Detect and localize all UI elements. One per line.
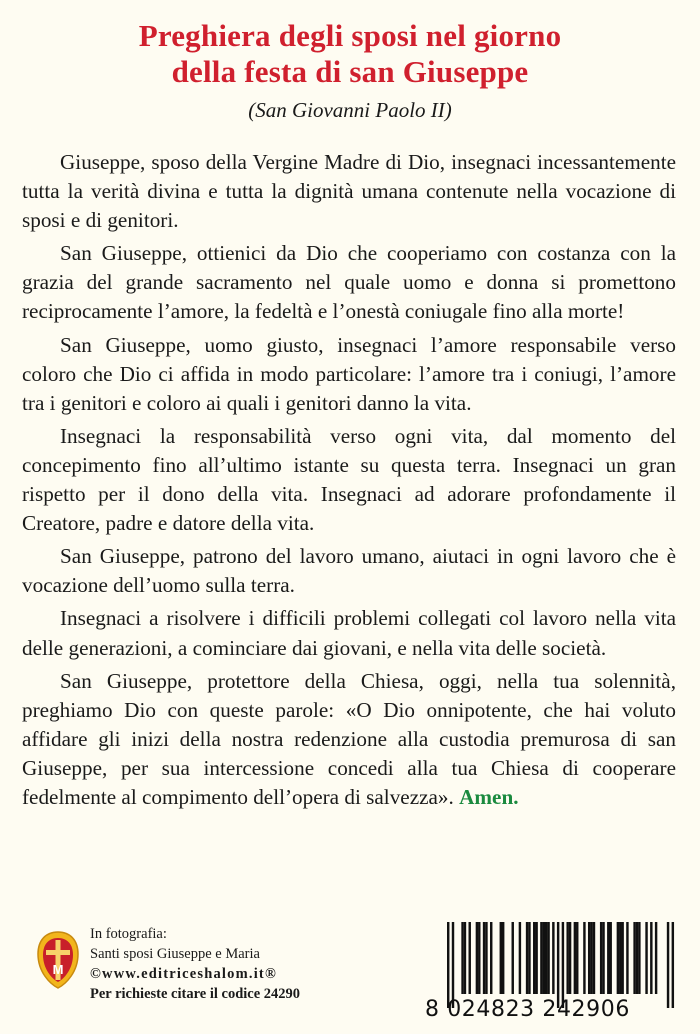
prayer-paragraph: Insegnaci a risolvere i difficili problemi collegati col lavoro nella vita delle generazioni, a cominciare dai giovani, e nella vita delle società. [22,606,676,660]
barcode-bar [478,922,480,994]
barcode-bar [576,922,578,994]
prayer-paragraph: San Giuseppe, patrono del lavoro umano, aiutaci in ogni lavoro che è vocazione dell’uomo sulla terra. [22,544,676,598]
barcode-bar [645,922,647,994]
barcode-bar [502,922,504,994]
barcode-bar [557,922,559,1008]
amen-text: Amen. [459,784,519,809]
barcode-bar [512,922,514,994]
barcode-bar [490,922,492,994]
barcode-bar [667,922,669,1008]
barcode-bar [461,922,463,994]
photo-label: In fotografia: [90,926,167,942]
barcode-bar [626,922,628,994]
barcode-bar [609,922,611,994]
barcode-bar [500,922,502,994]
barcode-bar [566,922,568,994]
barcode-bar [633,922,635,994]
code-note: Per richieste citare il codice 24290 [90,986,301,1002]
barcode-bar [552,922,554,994]
barcode-bar [569,922,571,994]
barcode-bar [540,922,542,994]
barcode-bar [476,922,478,994]
barcode-bar [588,922,590,994]
barcode-bar [545,922,547,994]
barcode-bar [469,922,471,994]
barcode-bar [650,922,652,994]
barcode-bar [593,922,595,994]
shalom-logo-icon [36,930,80,990]
barcode-bar [574,922,576,994]
credits-text [90,924,300,1004]
barcode-number: 8 024823 242906 [425,997,630,1022]
prayer-paragraph: San Giuseppe, uomo giusto, insegnaci l’amore responsabile verso coloro che Dio ci affida in modo particolare: l’amore tra i coniugi, l’amore tra i genitori e coloro ai quali i genitori danno la vita. [22,332,676,415]
prayer-title-line1: Preghiera degli sposi nel giorno [138,18,562,53]
barcode-bar [464,922,466,994]
barcode-bar [526,922,528,994]
website-link[interactable]: ©www.editriceshalom.it® [90,966,277,982]
barcode-bar [547,922,549,994]
barcode-bar [485,922,487,994]
barcode-bar [483,922,485,994]
prayer-paragraph-last [22,667,676,812]
prayer-paragraph: Insegnaci la responsabilità verso ogni vita, dal momento del concepimento fino all’ultimo istante su questa terra. Insegnaci un gran rispetto per il dono della vita. Insegnaci ad adorare profondamente il Creatore, padre e datore della vita. [22,423,676,536]
footer-credits [36,924,406,1024]
barcode-bar [519,922,521,994]
prayer-subtitle: (San Giovanni Paolo II) [248,98,452,122]
barcode-bar [619,922,621,994]
barcode-bar [535,922,537,994]
barcode-bar [452,922,454,1008]
prayer-paragraph: Giuseppe, sposo della Vergine Madre di Dio, insegnaci incessantemente tutta la verità divina e tutta la dignità umana contenute nella vocazione di sposi e di genitori. [22,150,676,233]
barcode-bar [621,922,623,994]
barcode-bar [638,922,640,994]
barcode-bar [528,922,530,994]
barcode-bar [607,922,609,994]
barcode-bar [636,922,638,994]
prayer-title [0,18,700,90]
barcode-bar [617,922,619,994]
barcode-bar [543,922,545,994]
barcode-bar [672,922,674,1008]
barcode-bar [590,922,592,994]
prayer-title-line2: della festa di san Giuseppe [171,54,529,89]
barcode-bar [600,922,602,994]
prayer-paragraph: San Giuseppe, ottienici da Dio che cooperiamo con costanza con la grazia del grande sacramento nel quale uomo e donna si promettono reciprocamente l’amore, la fedeltà e l’onestà coniugale fino alla morte! [22,241,676,324]
barcode-bar [655,922,657,994]
barcode-bar [602,922,604,994]
barcode-bar [583,922,585,994]
prayer-body [22,148,676,816]
barcode-bar [533,922,535,994]
barcode-bar [562,922,564,1008]
photo-caption: Santi sposi Giuseppe e Maria [90,946,260,962]
barcode-bar [447,922,449,1008]
svg-text:M: M [52,962,64,977]
prayer-last-text: San Giuseppe, protettore della Chiesa, oggi, nella tua solennità, preghiamo Dio con queste parole: «O Dio onnipotente, che hai voluto affidare gli inizi della nostra redenzione alla custodia premurosa di san Giuseppe, per sua intercessione concedi alla tua Chiesa di cooperare fedelmente al compimento dell’opera di salvezza». [22,668,676,809]
